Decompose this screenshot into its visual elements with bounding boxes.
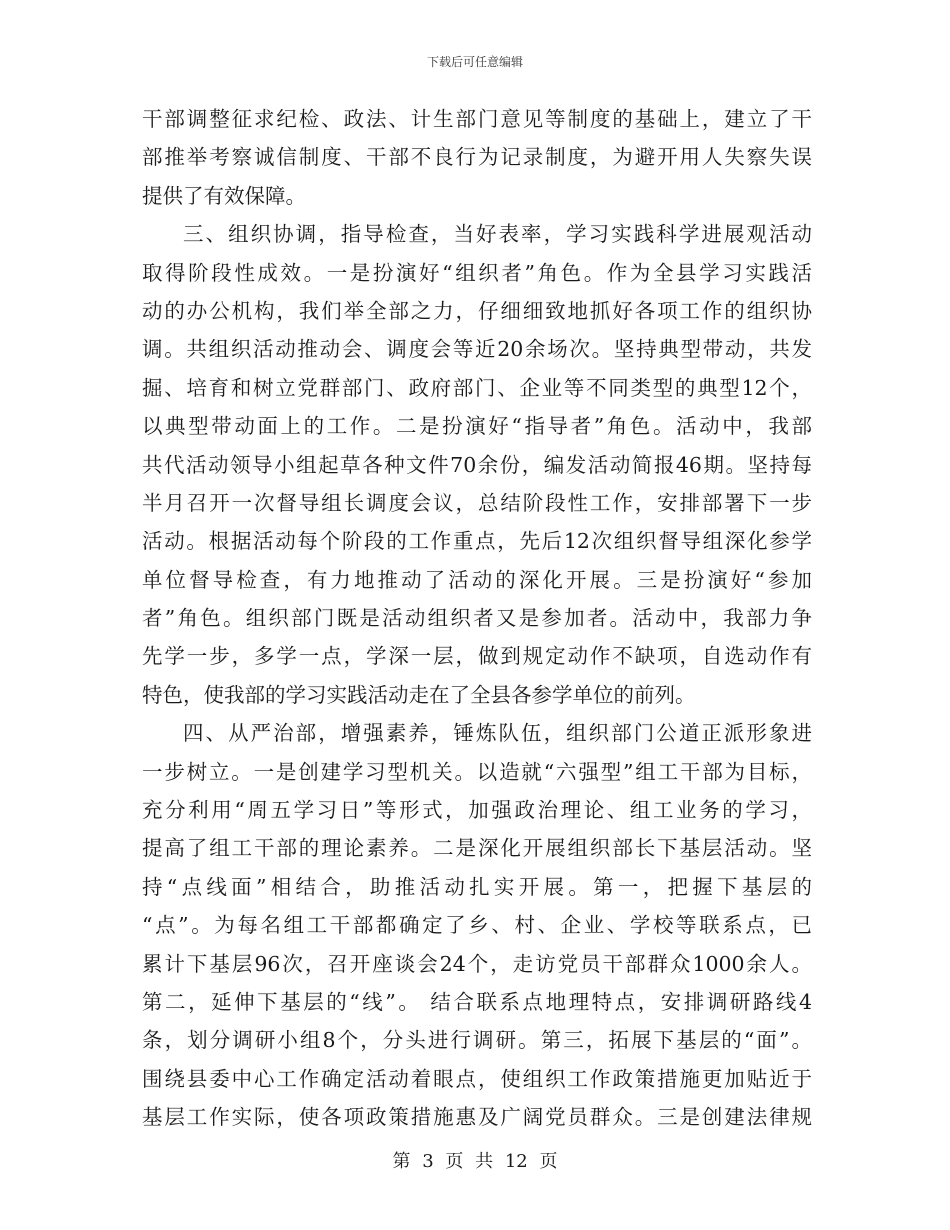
page-header: 下载后可任意编辑 <box>426 55 523 69</box>
text-line: “点”。为每名组工干部都确定了乡、村、企业、学校等联系点，已 <box>142 913 812 938</box>
text-line: 共代活动领导小组起草各种文件70余份，编发活动简报46期。坚持每 <box>142 452 812 477</box>
text-line: 条，划分调研小组8个，分头进行调研。第三，拓展下基层的“面”。 <box>142 1028 812 1053</box>
text-line: 第二，延伸下基层的“线”。 结合联系点地理特点，安排调研路线4 <box>142 989 812 1014</box>
text-line: 基层工作实际，使各项政策措施惠及广阔党员群众。三是创建法律规 <box>142 1105 812 1130</box>
text-line: 动的办公机构，我们举全部之力，仔细细致地抓好各项工作的组织协 <box>142 298 812 323</box>
text-line: 半月召开一次督导组长调度会议，总结阶段性工作，安排部署下一步 <box>142 490 812 515</box>
page-number: 第 3 页 共 12 页 <box>392 1151 558 1172</box>
text-line: 者”角色。组织部门既是活动组织者又是参加者。活动中，我部力争 <box>142 606 812 631</box>
text-line: 特色，使我部的学习实践活动走在了全县各参学单位的前列。 <box>142 682 696 707</box>
text-line: 充分利用“周五学习日”等形式，加强政治理论、组工业务的学习， <box>142 798 812 823</box>
text-line: 干部调整征求纪检、政法、计生部门意见等制度的基础上，建立了干 <box>142 107 812 131</box>
text-line: 调。共组织活动推动会、调度会等近20余场次。坚持典型带动，共发 <box>142 337 812 362</box>
text-line: 四、从严治部，增强素养，锤炼队伍，组织部门公道正派形象进 <box>183 721 812 746</box>
text-line: 三、组织协调，指导检查，当好表率，学习实践科学进展观活动 <box>183 222 812 247</box>
text-line: 取得阶段性成效。一是扮演好“组织者”角色。作为全县学习实践活 <box>142 260 812 285</box>
text-line: 累计下基层96次，召开座谈会24个，走访党员干部群众1000余人。 <box>142 951 812 976</box>
text-line: 活动。根据活动每个阶段的工作重点，先后12次组织督导组深化参学 <box>142 529 812 554</box>
paragraph-1 <box>142 100 812 215</box>
text-line: 提高了组工干部的理论素养。二是深化开展组织部长下基层活动。坚 <box>142 836 812 861</box>
text-line: 围绕县委中心工作确定活动着眼点，使组织工作政策措施更加贴近于 <box>142 1066 812 1091</box>
text-line: 持“点线面”相结合，助推活动扎实开展。第一，把握下基层的 <box>142 874 812 899</box>
text-line: 单位督导检查，有力地推动了活动的深化开展。三是扮演好“参加 <box>142 567 812 592</box>
text-line: 一步树立。一是创建学习型机关。以造就“六强型”组工干部为目标， <box>142 759 812 784</box>
text-line: 以典型带动面上的工作。二是扮演好“指导者”角色。活动中，我部 <box>142 414 812 439</box>
paragraph-3 <box>142 714 812 1136</box>
document-body <box>142 100 812 1137</box>
text-line: 部推举考察诚信制度、干部不良行为记录制度，为避开用人失察失误 <box>142 145 812 170</box>
text-line: 先学一步，多学一点，学深一层，做到规定动作不缺项，自选动作有 <box>142 644 812 669</box>
text-line: 掘、培育和树立党群部门、政府部门、企业等不同类型的典型12个， <box>142 375 812 400</box>
paragraph-2 <box>142 215 812 714</box>
text-line: 提供了有效保障。 <box>142 183 306 208</box>
